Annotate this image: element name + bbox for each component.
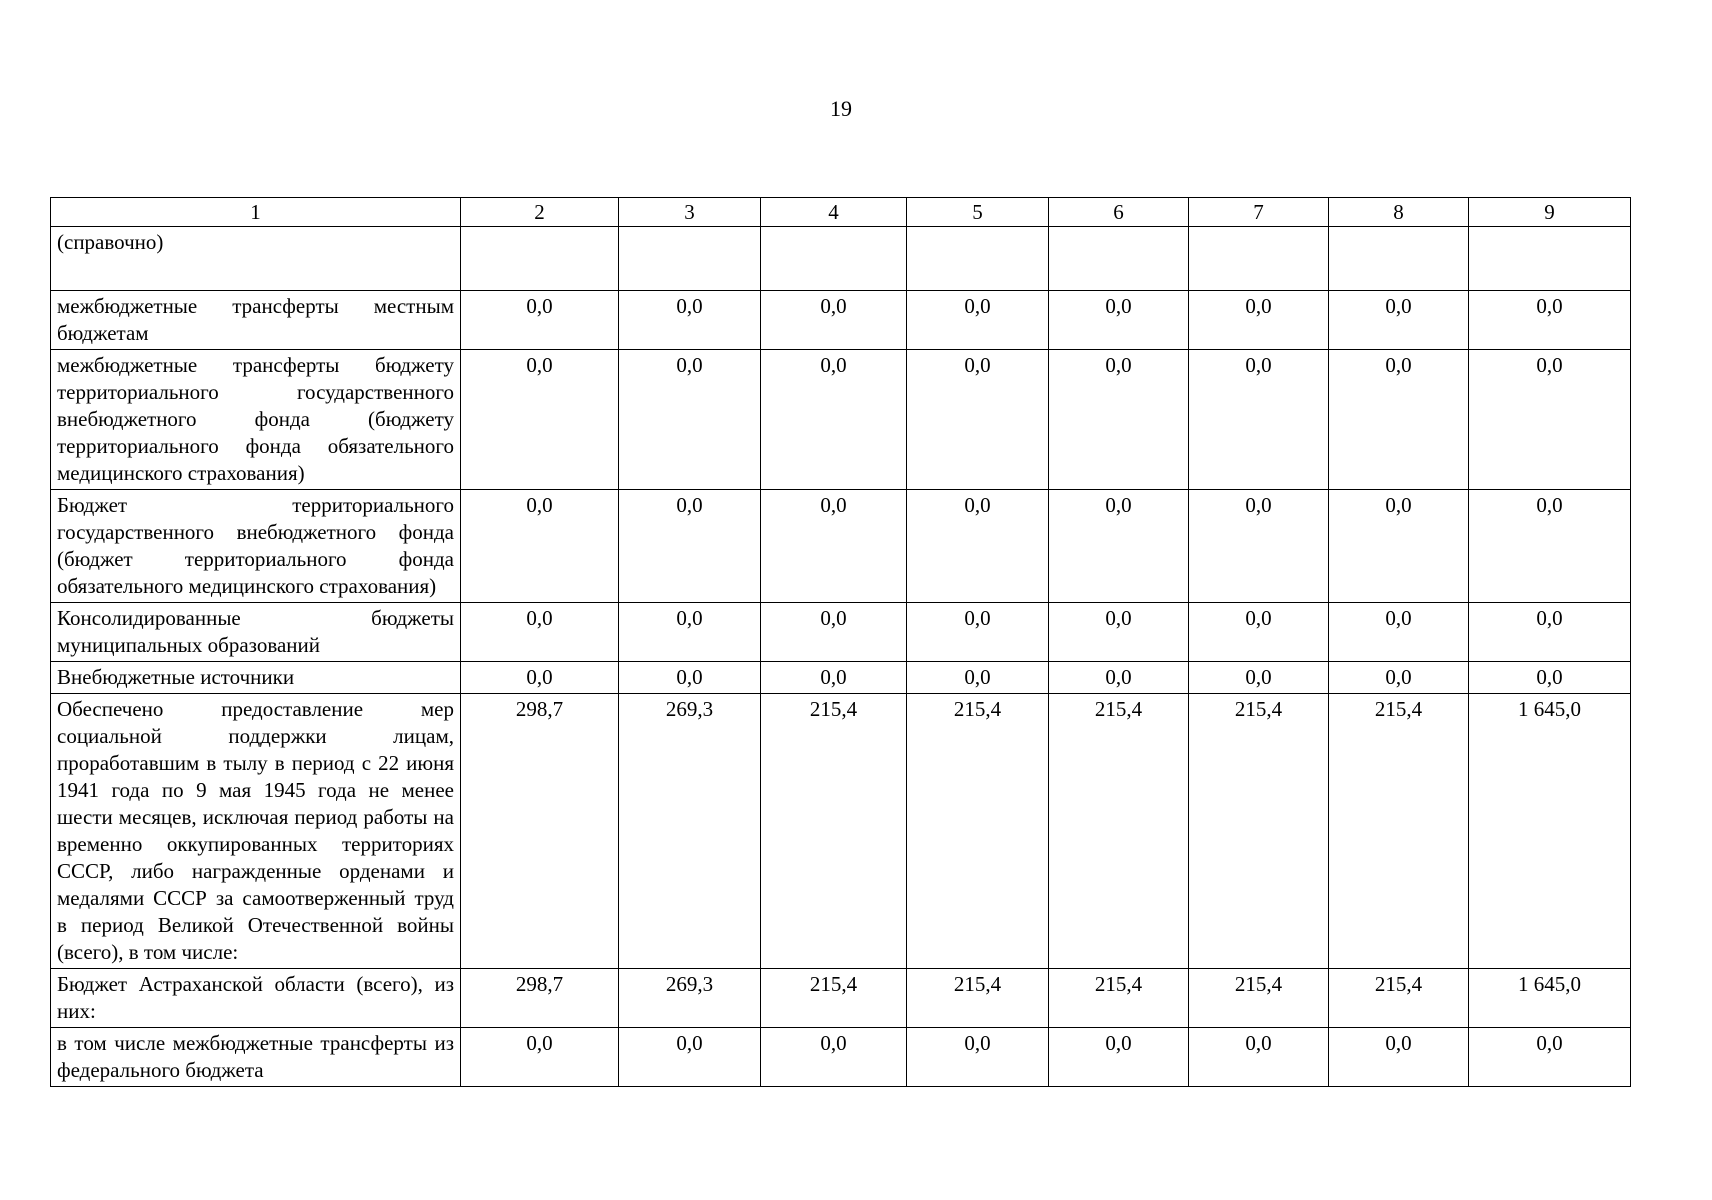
- table-cell: 0,0: [1189, 1028, 1329, 1087]
- row-label: Внебюджетные источники: [51, 662, 461, 694]
- table-cell: 215,4: [907, 969, 1049, 1028]
- table-cell: 0,0: [1329, 350, 1469, 490]
- table-cell: 0,0: [619, 1028, 761, 1087]
- table-row: [51, 490, 1631, 603]
- table-cell: 0,0: [461, 662, 619, 694]
- table-cell: 215,4: [1329, 694, 1469, 969]
- table-cell: 0,0: [761, 1028, 907, 1087]
- column-header: 7: [1189, 198, 1329, 227]
- table-cell: 0,0: [1329, 490, 1469, 603]
- table-cell: 0,0: [1189, 291, 1329, 350]
- table-cell: 0,0: [761, 490, 907, 603]
- table-cell: [1329, 227, 1469, 291]
- table-cell: 0,0: [1469, 1028, 1631, 1087]
- row-label: Бюджет Астраханской области (всего), из них:: [51, 969, 461, 1028]
- table-cell: 0,0: [619, 662, 761, 694]
- table-cell: 215,4: [1049, 694, 1189, 969]
- table-cell: 215,4: [907, 694, 1049, 969]
- row-label: межбюджетные трансферты бюджету территориального государственного внебюджетного фонда (бюджету территориального фонда обязательного медицинского страхования): [51, 350, 461, 490]
- table-cell: 0,0: [461, 291, 619, 350]
- row-label: Консолидированные бюджеты муниципальных образований: [51, 603, 461, 662]
- table-cell: 0,0: [761, 603, 907, 662]
- table-cell: 298,7: [461, 969, 619, 1028]
- table-row: [51, 1028, 1631, 1087]
- table-cell: 215,4: [761, 694, 907, 969]
- table-cell: 0,0: [761, 662, 907, 694]
- table-cell: 1 645,0: [1469, 694, 1631, 969]
- table-cell: 0,0: [1049, 662, 1189, 694]
- table-cell: 0,0: [1329, 662, 1469, 694]
- table-row: [51, 694, 1631, 969]
- table-cell: 215,4: [1329, 969, 1469, 1028]
- table-cell: [619, 227, 761, 291]
- table-cell: 0,0: [761, 350, 907, 490]
- row-label: (справочно): [51, 227, 461, 291]
- row-label: в том числе межбюджетные трансферты из федерального бюджета: [51, 1028, 461, 1087]
- table-cell: 215,4: [1049, 969, 1189, 1028]
- table-cell: 0,0: [461, 1028, 619, 1087]
- table-cell: 0,0: [1469, 490, 1631, 603]
- table-cell: 0,0: [1469, 603, 1631, 662]
- column-header: 4: [761, 198, 907, 227]
- table-cell: 0,0: [619, 350, 761, 490]
- table-row: [51, 603, 1631, 662]
- table-cell: 0,0: [761, 291, 907, 350]
- table-cell: 0,0: [1049, 350, 1189, 490]
- table-row: [51, 291, 1631, 350]
- budget-table: [50, 197, 1631, 1087]
- table-cell: 0,0: [1189, 490, 1329, 603]
- table-cell: 0,0: [1469, 350, 1631, 490]
- table-cell: 0,0: [1049, 291, 1189, 350]
- table-row: [51, 227, 1631, 291]
- table-cell: [1189, 227, 1329, 291]
- table-cell: 269,3: [619, 969, 761, 1028]
- row-label: межбюджетные трансферты местным бюджетам: [51, 291, 461, 350]
- table-cell: 215,4: [1189, 694, 1329, 969]
- table-cell: 0,0: [1329, 603, 1469, 662]
- table-cell: 0,0: [461, 490, 619, 603]
- column-header: 3: [619, 198, 761, 227]
- column-header: 9: [1469, 198, 1631, 227]
- table-cell: 0,0: [1189, 662, 1329, 694]
- column-header: 8: [1329, 198, 1469, 227]
- table-cell: [1049, 227, 1189, 291]
- table-cell: 0,0: [907, 490, 1049, 603]
- table-cell: 298,7: [461, 694, 619, 969]
- table-cell: 215,4: [761, 969, 907, 1028]
- column-number-row: [51, 198, 1631, 227]
- table-cell: 0,0: [1049, 603, 1189, 662]
- table-cell: 0,0: [907, 662, 1049, 694]
- table-cell: 0,0: [907, 291, 1049, 350]
- table-cell: 0,0: [1469, 662, 1631, 694]
- table-cell: 0,0: [907, 603, 1049, 662]
- column-header: 2: [461, 198, 619, 227]
- table-cell: 0,0: [1469, 291, 1631, 350]
- table-row: [51, 969, 1631, 1028]
- table-cell: 0,0: [907, 350, 1049, 490]
- column-header: 6: [1049, 198, 1189, 227]
- table-cell: 0,0: [1189, 350, 1329, 490]
- table-cell: [761, 227, 907, 291]
- column-header: 1: [51, 198, 461, 227]
- page-number: 19: [830, 96, 852, 121]
- table-cell: 0,0: [907, 1028, 1049, 1087]
- table-cell: 269,3: [619, 694, 761, 969]
- table-cell: 0,0: [1049, 1028, 1189, 1087]
- table-row: [51, 662, 1631, 694]
- table-cell: 0,0: [619, 291, 761, 350]
- table-cell: 0,0: [1189, 603, 1329, 662]
- column-header: 5: [907, 198, 1049, 227]
- table-cell: 0,0: [619, 603, 761, 662]
- table-cell: 1 645,0: [1469, 969, 1631, 1028]
- table-cell: [1469, 227, 1631, 291]
- table-cell: 0,0: [1049, 490, 1189, 603]
- row-label: Обеспечено предоставление мер социальной поддержки лицам, проработавшим в тылу в период с 22 июня 1941 года по 9 мая 1945 года не менее шести месяцев, исключая период работы на временно оккупированных территориях СССР, либо награжденные орденами и медалями СССР за самоотверженный труд в период Великой Отечественной войны (всего), в том числе:: [51, 694, 461, 969]
- table-row: [51, 350, 1631, 490]
- table-cell: 0,0: [1329, 291, 1469, 350]
- row-label: Бюджет территориального государственного внебюджетного фонда (бюджет территориального фонда обязательного медицинского страхования): [51, 490, 461, 603]
- table-cell: 0,0: [461, 603, 619, 662]
- table-cell: 215,4: [1189, 969, 1329, 1028]
- table-cell: 0,0: [461, 350, 619, 490]
- table-cell: 0,0: [1329, 1028, 1469, 1087]
- table-cell: 0,0: [619, 490, 761, 603]
- table-cell: [461, 227, 619, 291]
- table-cell: [907, 227, 1049, 291]
